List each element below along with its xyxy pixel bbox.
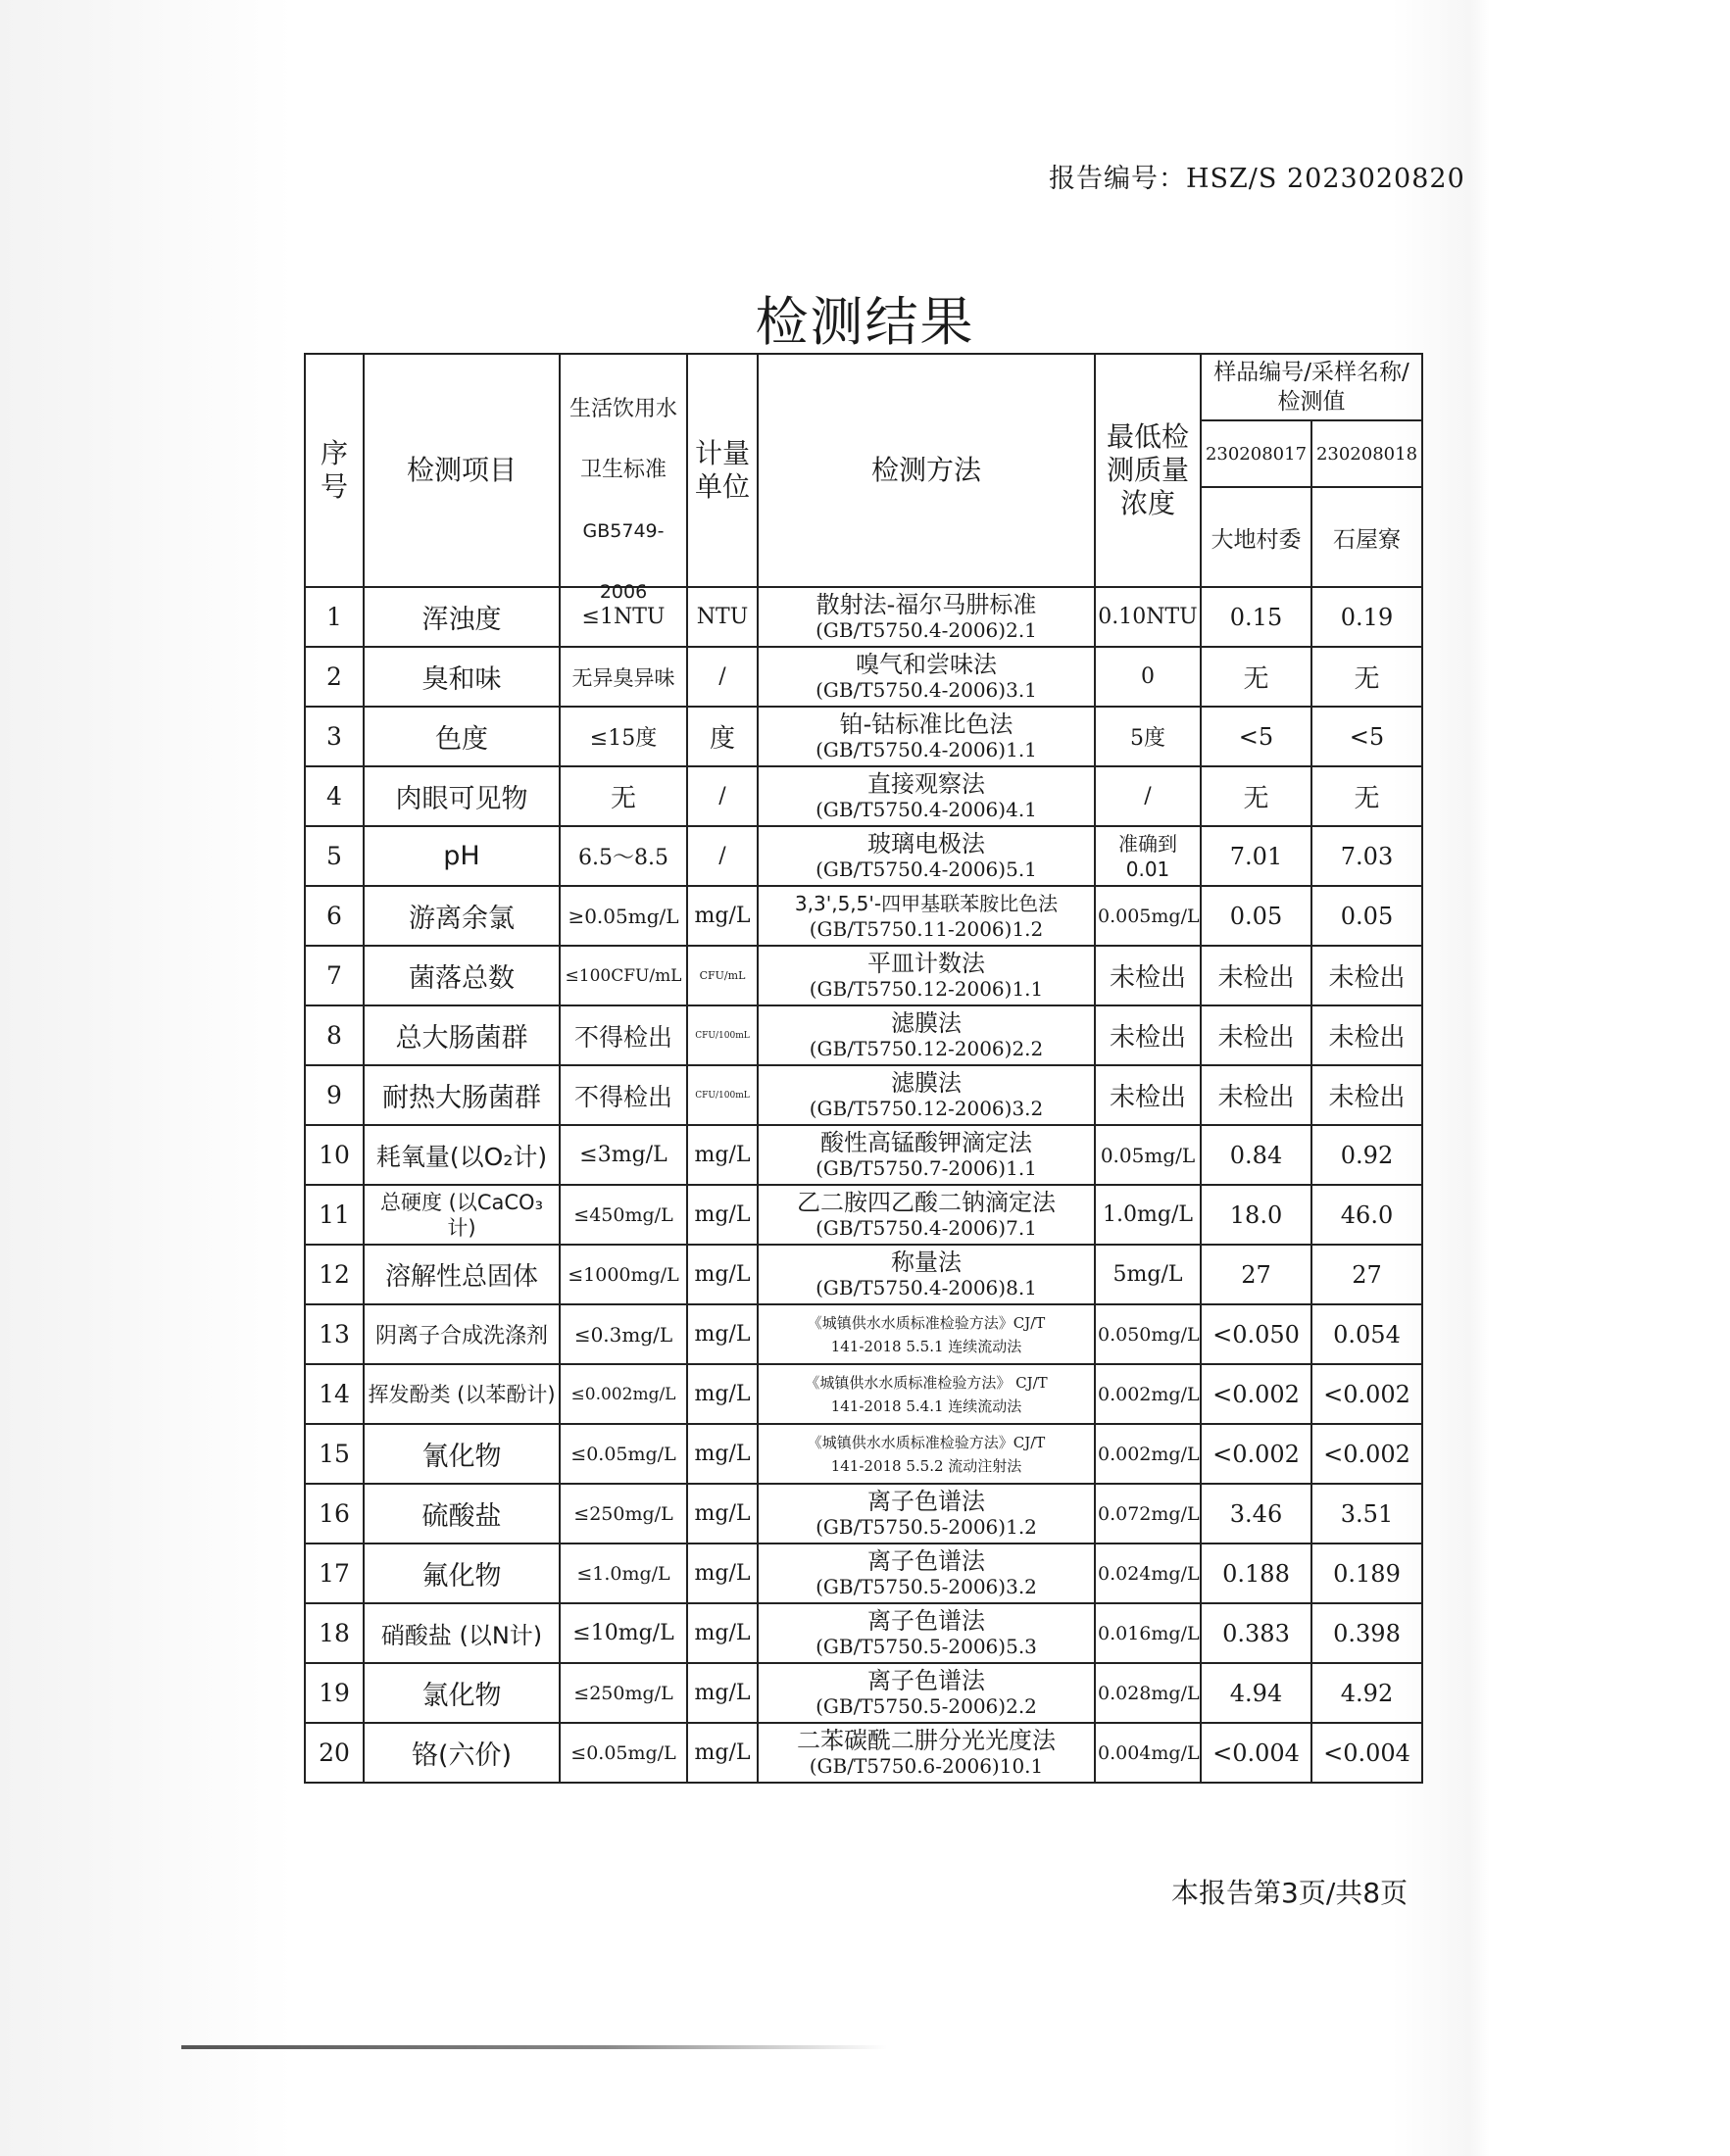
row-min-conc: 0.05mg/L: [1095, 1125, 1201, 1185]
row-method-name: 铂-钴标准比色法: [839, 710, 1013, 738]
row-min-conc: 0.024mg/L: [1095, 1544, 1201, 1603]
row-seq: 10: [305, 1125, 364, 1185]
row-value-2: <0.002: [1311, 1364, 1422, 1424]
row-method-name: 离子色谱法: [867, 1487, 985, 1515]
row-method-ref: (GB/T5750.4-2006)7.1: [816, 1215, 1037, 1240]
row-method-ref: (GB/T5750.5-2006)1.2: [816, 1514, 1037, 1539]
row-method: [758, 1364, 1095, 1424]
row-seq: 17: [305, 1544, 364, 1603]
row-item: 游离余氯: [364, 886, 560, 946]
row-method-name: 酸性高锰酸钾滴定法: [820, 1128, 1032, 1156]
table-row: [305, 1304, 1422, 1364]
row-min-conc: 5度: [1095, 707, 1201, 766]
row-value-2: 未检出: [1311, 1005, 1422, 1065]
row-item: 肉眼可见物: [364, 766, 560, 826]
table-row: [305, 1663, 1422, 1723]
row-method: [758, 1304, 1095, 1364]
row-min-conc: 0.002mg/L: [1095, 1424, 1201, 1484]
row-method-ref: (GB/T5750.5-2006)2.2: [816, 1693, 1037, 1718]
row-method-name: 直接观察法: [867, 769, 985, 798]
row-value-2: 0.398: [1311, 1603, 1422, 1663]
row-min-conc: 0.016mg/L: [1095, 1603, 1201, 1663]
row-unit: /: [687, 826, 758, 886]
row-seq: 6: [305, 886, 364, 946]
row-item: 耗氧量(以O₂计): [364, 1125, 560, 1185]
row-item: 总大肠菌群: [364, 1005, 560, 1065]
table-row: [305, 1125, 1422, 1185]
header-sample-group: 样品编号/采样名称/检测值: [1201, 354, 1422, 420]
row-value-2: 0.19: [1311, 587, 1422, 647]
row-method-ref: (GB/T5750.4-2006)1.1: [816, 737, 1037, 761]
row-standard: ≤3mg/L: [560, 1125, 687, 1185]
row-min-conc: 0.004mg/L: [1095, 1723, 1201, 1783]
header-sample-name-1: 大地村委: [1201, 487, 1311, 587]
row-unit: mg/L: [687, 1245, 758, 1304]
row-item: 氯化物: [364, 1663, 560, 1723]
report-number: [1049, 157, 1465, 195]
row-method-name: 嗅气和尝味法: [856, 650, 997, 678]
row-seq: 15: [305, 1424, 364, 1484]
table-row: [305, 1245, 1422, 1304]
row-value-2: 7.03: [1311, 826, 1422, 886]
row-unit: mg/L: [687, 1125, 758, 1185]
row-standard: ≤100CFU/mL: [560, 946, 687, 1005]
row-method-name: 滤膜法: [891, 1008, 962, 1037]
row-item: 氟化物: [364, 1544, 560, 1603]
row-method-name: 《城镇供水水质标准检验方法》CJ/T: [807, 1313, 1046, 1332]
table-row: [305, 1185, 1422, 1245]
row-method: [758, 1185, 1095, 1245]
row-item: 硝酸盐 (以N计): [364, 1603, 560, 1663]
row-standard: 不得检出: [560, 1005, 687, 1065]
row-value-2: 27: [1311, 1245, 1422, 1304]
row-item: 阴离子合成洗涤剂: [364, 1304, 560, 1364]
row-value-2: 0.189: [1311, 1544, 1422, 1603]
row-unit: mg/L: [687, 1304, 758, 1364]
row-value-2: <5: [1311, 707, 1422, 766]
row-method-ref: (GB/T5750.11-2006)1.2: [809, 916, 1044, 941]
row-method-name: 《城镇供水水质标准检验方法》CJ/T: [807, 1433, 1046, 1451]
row-method: [758, 1245, 1095, 1304]
row-unit: CFU/100mL: [687, 1065, 758, 1125]
row-min-conc: 0.10NTU: [1095, 587, 1201, 647]
row-value-2: 0.92: [1311, 1125, 1422, 1185]
row-method: [758, 587, 1095, 647]
row-min-conc: 0.072mg/L: [1095, 1484, 1201, 1544]
page-bottom-edge: [181, 2045, 887, 2049]
row-unit: mg/L: [687, 886, 758, 946]
row-min-conc: 0.028mg/L: [1095, 1663, 1201, 1723]
row-method: [758, 1065, 1095, 1125]
row-value-1: 0.188: [1201, 1544, 1311, 1603]
table-row: [305, 1723, 1422, 1783]
row-standard: ≤450mg/L: [560, 1185, 687, 1245]
row-item: 硫酸盐: [364, 1484, 560, 1544]
row-method: [758, 1544, 1095, 1603]
header-standard: [560, 354, 687, 603]
row-min-conc: 0: [1095, 647, 1201, 707]
table-row: [305, 1484, 1422, 1544]
row-method: [758, 1723, 1095, 1783]
row-standard: ≤0.05mg/L: [560, 1723, 687, 1783]
row-value-1: 0.383: [1201, 1603, 1311, 1663]
row-value-2: 未检出: [1311, 1065, 1422, 1125]
report-number-label: 报告编号：: [1049, 164, 1186, 194]
row-value-2: 4.92: [1311, 1663, 1422, 1723]
row-standard: ≤0.05mg/L: [560, 1424, 687, 1484]
row-standard: ≤250mg/L: [560, 1484, 687, 1544]
table-row: [305, 1424, 1422, 1484]
row-value-2: <0.004: [1311, 1723, 1422, 1783]
row-value-2: 0.05: [1311, 886, 1422, 946]
row-method-ref: (GB/T5750.12-2006)1.1: [809, 976, 1044, 1001]
row-method-ref: (GB/T5750.5-2006)5.3: [816, 1634, 1037, 1658]
row-item: 氰化物: [364, 1424, 560, 1484]
header-sample-code-1: 230208017: [1201, 420, 1311, 487]
row-seq: 8: [305, 1005, 364, 1065]
row-unit: mg/L: [687, 1424, 758, 1484]
header-method: 检测方法: [758, 354, 1095, 587]
row-method-ref: (GB/T5750.12-2006)3.2: [809, 1096, 1044, 1120]
row-min-conc: 0.002mg/L: [1095, 1364, 1201, 1424]
row-unit: 度: [687, 707, 758, 766]
table-row: [305, 1603, 1422, 1663]
row-seq: 13: [305, 1304, 364, 1364]
row-method-name: 《城镇供水水质标准检验方法》 CJ/T: [805, 1373, 1048, 1392]
row-seq: 3: [305, 707, 364, 766]
row-min-conc: 0.005mg/L: [1095, 886, 1201, 946]
table-row: [305, 1005, 1422, 1065]
row-unit: mg/L: [687, 1364, 758, 1424]
row-value-2: 无: [1311, 766, 1422, 826]
row-value-1: <0.002: [1201, 1364, 1311, 1424]
header-sample-name-2: 石屋寮: [1311, 487, 1422, 587]
row-method: [758, 886, 1095, 946]
row-value-1: 0.15: [1201, 587, 1311, 647]
row-standard: ≤15度: [560, 707, 687, 766]
row-value-1: 未检出: [1201, 1065, 1311, 1125]
header-standard-line1: 生活饮用水: [568, 397, 677, 421]
table-row: [305, 946, 1422, 1005]
header-standard-line3: GB5749-2006: [582, 520, 665, 603]
row-unit: mg/L: [687, 1723, 758, 1783]
row-min-conc: 5mg/L: [1095, 1245, 1201, 1304]
row-standard: ≤250mg/L: [560, 1663, 687, 1723]
row-value-1: <5: [1201, 707, 1311, 766]
row-value-1: <0.050: [1201, 1304, 1311, 1364]
row-standard: 无异臭异味: [560, 647, 687, 707]
row-item: 色度: [364, 707, 560, 766]
row-value-1: 18.0: [1201, 1185, 1311, 1245]
row-method: [758, 766, 1095, 826]
row-method-ref: 141-2018 5.4.1 连续流动法: [830, 1396, 1022, 1415]
row-method: [758, 1125, 1095, 1185]
row-method-name: 滤膜法: [891, 1068, 962, 1097]
table-row: [305, 647, 1422, 707]
row-standard: ≤0.3mg/L: [560, 1304, 687, 1364]
row-min-conc: 准确到 0.01: [1095, 826, 1201, 886]
row-value-1: 7.01: [1201, 826, 1311, 886]
row-method-ref: (GB/T5750.4-2006)4.1: [816, 797, 1037, 821]
row-seq: 4: [305, 766, 364, 826]
row-seq: 18: [305, 1603, 364, 1663]
row-value-2: 0.054: [1311, 1304, 1422, 1364]
row-method-name: 散射法-福尔马肼标准: [816, 590, 1037, 618]
row-seq: 19: [305, 1663, 364, 1723]
table-row: [305, 1364, 1422, 1424]
row-method-name: 玻璃电极法: [867, 829, 985, 858]
row-method-name: 平皿计数法: [867, 949, 985, 977]
row-value-1: 4.94: [1201, 1663, 1311, 1723]
row-item: 挥发酚类 (以苯酚计): [364, 1364, 560, 1424]
row-seq: 11: [305, 1185, 364, 1245]
row-value-1: 无: [1201, 766, 1311, 826]
row-method-name: 乙二胺四乙酸二钠滴定法: [797, 1188, 1056, 1216]
row-method: [758, 647, 1095, 707]
row-method-ref: (GB/T5750.12-2006)2.2: [809, 1036, 1044, 1060]
row-method-name: 称量法: [891, 1248, 962, 1276]
row-min-conc: /: [1095, 766, 1201, 826]
row-item: 铬(六价): [364, 1723, 560, 1783]
row-unit: CFU/100mL: [687, 1005, 758, 1065]
row-item: 臭和味: [364, 647, 560, 707]
row-method-ref: (GB/T5750.5-2006)3.2: [816, 1574, 1037, 1598]
table-row: [305, 1544, 1422, 1603]
table-row: [305, 886, 1422, 946]
row-standard: ≤1.0mg/L: [560, 1544, 687, 1603]
row-method-name: 二苯碳酰二肼分光光度法: [797, 1726, 1056, 1754]
row-item: 总硬度 (以CaCO₃计): [364, 1185, 560, 1245]
row-value-2: 3.51: [1311, 1484, 1422, 1544]
row-item: 溶解性总固体: [364, 1245, 560, 1304]
row-item: 浑浊度: [364, 587, 560, 647]
row-seq: 7: [305, 946, 364, 1005]
row-unit: NTU: [687, 587, 758, 647]
row-value-2: <0.002: [1311, 1424, 1422, 1484]
row-standard: ≤1NTU: [560, 587, 687, 647]
row-method-ref: 141-2018 5.5.2 流动注射法: [830, 1456, 1022, 1475]
table-row: [305, 826, 1422, 886]
row-value-1: 无: [1201, 647, 1311, 707]
row-method: [758, 707, 1095, 766]
row-value-2: 无: [1311, 647, 1422, 707]
row-method: [758, 946, 1095, 1005]
row-unit: CFU/mL: [687, 946, 758, 1005]
row-standard: 无: [560, 766, 687, 826]
row-value-1: <0.002: [1201, 1424, 1311, 1484]
row-method: [758, 1663, 1095, 1723]
row-min-conc: 0.050mg/L: [1095, 1304, 1201, 1364]
row-method-ref: (GB/T5750.4-2006)5.1: [816, 857, 1037, 881]
row-seq: 12: [305, 1245, 364, 1304]
row-method-name: 离子色谱法: [867, 1606, 985, 1635]
header-seq: 序号: [305, 354, 364, 587]
row-seq: 20: [305, 1723, 364, 1783]
row-standard: 不得检出: [560, 1065, 687, 1125]
row-method: [758, 1603, 1095, 1663]
row-unit: mg/L: [687, 1484, 758, 1544]
row-value-1: 0.84: [1201, 1125, 1311, 1185]
row-method-name: 3,3',5,5'-四甲基联苯胺比色法: [794, 891, 1059, 915]
row-method-name: 离子色谱法: [867, 1546, 985, 1575]
row-seq: 16: [305, 1484, 364, 1544]
row-standard: ≤0.002mg/L: [560, 1364, 687, 1424]
table-row: [305, 766, 1422, 826]
row-unit: /: [687, 647, 758, 707]
row-method: [758, 1424, 1095, 1484]
row-seq: 1: [305, 587, 364, 647]
results-table: [304, 353, 1423, 1784]
row-value-2: 未检出: [1311, 946, 1422, 1005]
row-method: [758, 1005, 1095, 1065]
row-method-ref: (GB/T5750.4-2006)2.1: [816, 617, 1037, 642]
header-unit: 计量单位: [687, 354, 758, 587]
row-item: pH: [364, 826, 560, 886]
row-value-1: 27: [1201, 1245, 1311, 1304]
table-row: [305, 707, 1422, 766]
row-unit: mg/L: [687, 1185, 758, 1245]
row-unit: mg/L: [687, 1544, 758, 1603]
row-method-ref: (GB/T5750.4-2006)8.1: [816, 1275, 1037, 1299]
row-method-name: 离子色谱法: [867, 1666, 985, 1694]
row-standard: 6.5～8.5: [560, 826, 687, 886]
row-unit: mg/L: [687, 1603, 758, 1663]
row-value-2: 46.0: [1311, 1185, 1422, 1245]
header-min-conc: 最低检测质量浓度: [1095, 354, 1201, 587]
page-title: 检测结果: [755, 291, 975, 353]
row-value-1: 未检出: [1201, 946, 1311, 1005]
row-min-conc: 1.0mg/L: [1095, 1185, 1201, 1245]
row-item: 菌落总数: [364, 946, 560, 1005]
header-item: 检测项目: [364, 354, 560, 587]
row-seq: 14: [305, 1364, 364, 1424]
row-value-1: 3.46: [1201, 1484, 1311, 1544]
row-item: 耐热大肠菌群: [364, 1065, 560, 1125]
row-standard: ≤10mg/L: [560, 1603, 687, 1663]
row-method: [758, 826, 1095, 886]
row-method-ref: 141-2018 5.5.1 连续流动法: [830, 1337, 1022, 1355]
row-seq: 2: [305, 647, 364, 707]
row-seq: 9: [305, 1065, 364, 1125]
row-min-conc: 未检出: [1095, 1065, 1201, 1125]
row-value-1: <0.004: [1201, 1723, 1311, 1783]
row-unit: /: [687, 766, 758, 826]
header-sample-code-2: 230208018: [1311, 420, 1422, 487]
row-unit: mg/L: [687, 1663, 758, 1723]
row-value-1: 0.05: [1201, 886, 1311, 946]
header-standard-line2: 卫生标准: [579, 458, 667, 482]
table-row: [305, 587, 1422, 647]
row-min-conc: 未检出: [1095, 1005, 1201, 1065]
row-method-ref: (GB/T5750.6-2006)10.1: [809, 1753, 1044, 1778]
row-standard: ≤1000mg/L: [560, 1245, 687, 1304]
row-standard: ≥0.05mg/L: [560, 886, 687, 946]
row-method-ref: (GB/T5750.7-2006)1.1: [816, 1155, 1037, 1180]
table-row: [305, 1065, 1422, 1125]
row-seq: 5: [305, 826, 364, 886]
row-method-ref: (GB/T5750.4-2006)3.1: [816, 677, 1037, 702]
row-value-1: 未检出: [1201, 1005, 1311, 1065]
report-number-value: HSZ/S 2023020820: [1186, 164, 1465, 194]
page-footer: 本报告第3页/共8页: [1171, 1877, 1409, 1909]
row-min-conc: 未检出: [1095, 946, 1201, 1005]
row-method: [758, 1484, 1095, 1544]
